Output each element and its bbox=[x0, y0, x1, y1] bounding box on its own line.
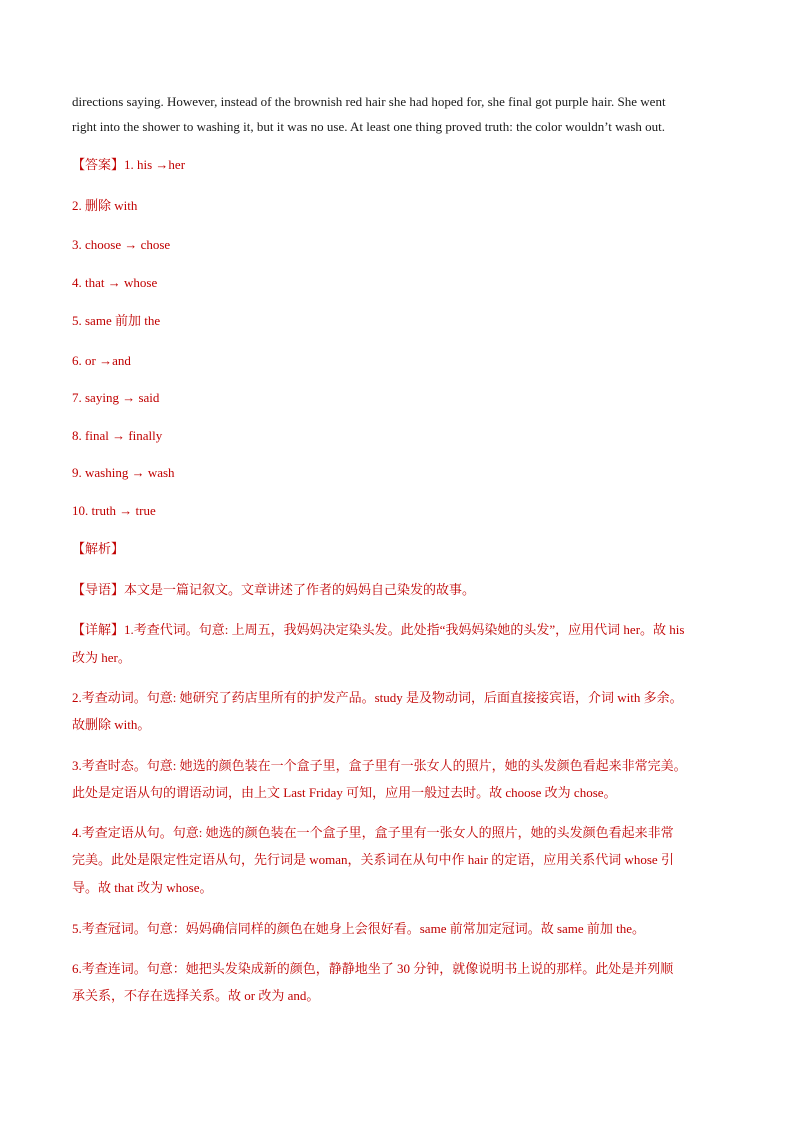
answer-item: 9. washing → wash bbox=[72, 465, 175, 480]
answer-label: 【答案】 bbox=[72, 157, 125, 172]
answer-item: 8. final → finally bbox=[72, 428, 163, 443]
detail-text: 4.考查定语从句。句意: 她选的颜色装在一个盒子里，盒子里有一张女人的照片，她的头发颜色看起来非常 bbox=[72, 825, 674, 840]
answer-item: 5. same 前加 the bbox=[72, 313, 161, 328]
detail-text: 2.考查动词。句意: 她研究了药店里所有的护发产品。study 是及物动词，后面直接接宾语，介词 with 多余。 bbox=[72, 690, 683, 705]
answer-item: 1. his →her bbox=[124, 157, 186, 172]
answer-item: 2. 删除 with bbox=[72, 198, 138, 213]
detail-text: 故删除 with。 bbox=[72, 717, 151, 732]
answer-item: 10. truth → true bbox=[72, 503, 156, 518]
detail-text: 完美。此处是限定性定语从句，先行词是 woman，关系词在从句中作 hair 的定语，应用关系代词 whose 引 bbox=[72, 852, 674, 867]
answer-item: 6. or →and bbox=[72, 353, 131, 368]
detail-text: 3.考查时态。句意: 她选的颜色装在一个盒子里，盒子里有一张女人的照片，她的头发颜色看起来非常完美。 bbox=[72, 758, 687, 773]
answer-item: 7. saying → said bbox=[72, 390, 160, 405]
passage-line-2: right into the shower to washing it, but it was no use. At least one thing proved truth: the color wouldn’t wash out. bbox=[72, 119, 665, 134]
passage-line-1: directions saying. However, instead of the brownish red hair she had hoped for, she final got purple hair. She went bbox=[72, 94, 666, 109]
answer-item: 4. that → whose bbox=[72, 275, 158, 290]
detail-text: 5.考查冠词。句意：妈妈确信同样的颜色在她身上会很好看。same 前常加定冠词。故 same 前加 the。 bbox=[72, 921, 646, 936]
detail-text: 导。故 that 改为 whose。 bbox=[72, 880, 213, 895]
answer-heading bbox=[72, 156, 185, 174]
guide-line bbox=[72, 581, 475, 599]
detail-text: 承关系，不存在选择关系。故 or 改为 and。 bbox=[72, 988, 320, 1003]
detail-text: 改为 her。 bbox=[72, 650, 131, 665]
analysis-label: 【解析】 bbox=[72, 541, 125, 556]
detail-text: 1.考查代词。句意: 上周五，我妈妈决定染头发。此处指“我妈妈染她的头发”，应用代词 her。故 his bbox=[124, 622, 685, 637]
guide-label: 【导语】 bbox=[72, 582, 125, 597]
detail-text: 此处是定语从句的谓语动词，由上文 Last Friday 可知，应用一般过去时。故 choose 改为 chose。 bbox=[72, 785, 617, 800]
detail-text: 6.考查连词。句意：她把头发染成新的颜色，静静地坐了 30 分钟，就像说明书上说的那样。此处是并列顺 bbox=[72, 961, 674, 976]
detail-line-1 bbox=[72, 621, 684, 639]
guide-text: 本文是一篇记叙文。文章讲述了作者的妈妈自己染发的故事。 bbox=[124, 582, 476, 597]
detail-label: 【详解】 bbox=[72, 622, 125, 637]
answer-item: 3. choose → chose bbox=[72, 237, 171, 252]
